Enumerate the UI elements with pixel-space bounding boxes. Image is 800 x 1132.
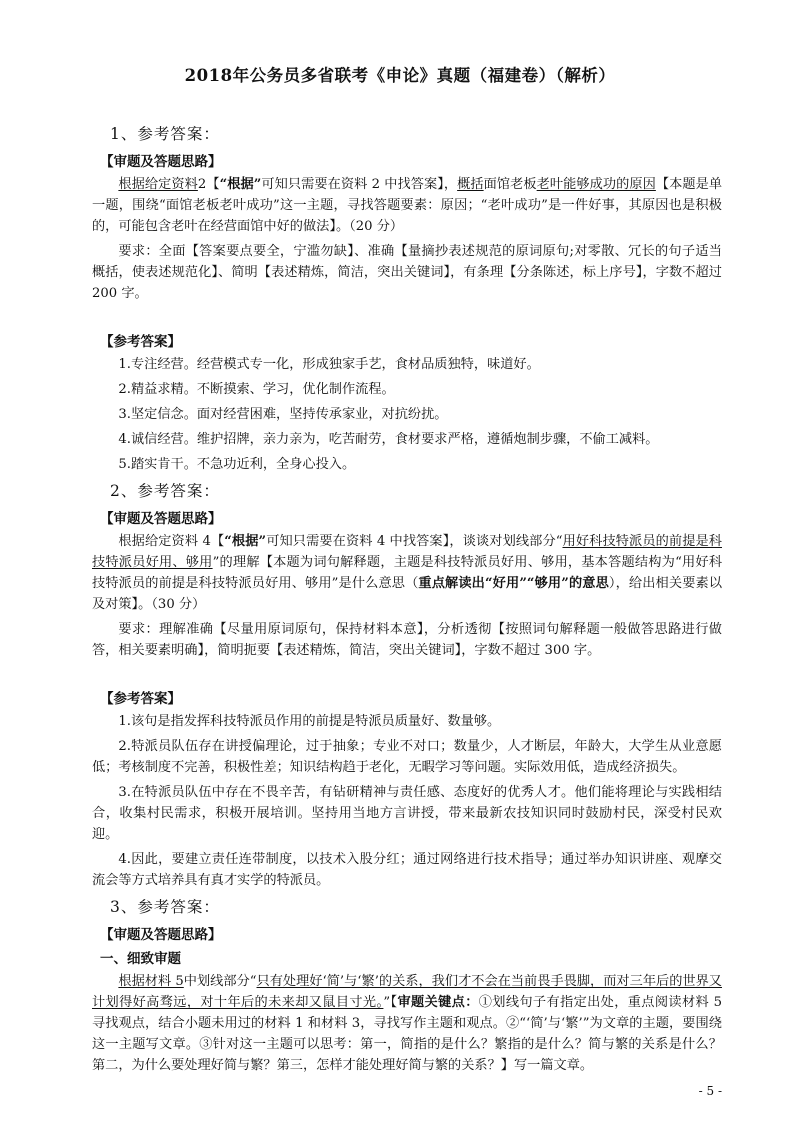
q2-requirements: 要求：理解准确【尽量用原词原句，保持材料本意】，分析透彻【按照词句解释题一般做答思路进行做答，相关要素明确】，简明扼要【表述精炼，简洁，突出关键词】，字数不超过 300 字。 [92,622,722,658]
q1-idea-heading: 【审题及答题思路】 [100,154,222,170]
q2-text-g: ），给出相关要素以及对策】。（30 分） [92,576,723,612]
q1-bold-genju: “根据” [219,177,262,192]
q2-underline-quote: 用好科技特派员的前提是科技特派员好用、够用 [92,534,722,570]
q3-underline-quote: 只有处理好‘简’与‘繁’的关系，我们才不会在当前畏手畏脚，而对三年后的世界又计划得好高骛远，对十年后的未来却又鼠目寸光。 [92,974,722,1010]
q1-requirements: 要求：全面【答案要点要全，宁滥勿缺】、准确【量摘抄表述规范的原词原句;对零散、冗长的句子适当概括，使表述规范化】、简明【表述精炼，简洁，突出关键词】，有条理【分条陈述，标上序号】，字数不超过 200 字。 [92,244,722,301]
q3-text-d: ”【 [383,995,398,1010]
q2-text-c: 可知只需要在资料 4 中找答案】，谈谈对划线部分“ [266,534,563,549]
q2-text-a: 根据给定资料 4【 [118,534,225,549]
q1-answer-item: 4.诚信经营。维护招牌，亲力亲为，吃苦耐劳，食材要求严格，遵循炮制步骤，不偷工减料。 [118,432,659,447]
q2-bold-key: 重点解读出“好用”“够用”的意思 [418,576,609,591]
document-body [92,122,722,1080]
q2-answer-heading: 【参考答案】 [100,691,181,707]
q1-text-h: 【本题是单一题，围绕“面馆老板老叶成功”这一主题，寻找答题要素：原因；“老叶成功”是一件好事，其原因也是积极的，可能包含老叶在经营面馆中好的做法】。（20 分） [92,177,723,234]
q2-answer-item: 2.特派员队伍存在讲授偏理论，过于抽象；专业不对口；数量少，人才断层，年龄大，大学生从业意愿低；考核制度不完善，积极性差；知识结构趋于老化，无暇学习等问题。实际效用低，造成经济损失。 [92,739,722,775]
q1-answer-item: 5.踏实肯干。不急功近利，全身心投入。 [118,457,356,472]
q2-answer-item: 4.因此，要建立责任连带制度，以技术入股分红；通过网络进行技术指导；通过举办知识讲座、观摩交流会等方式培养具有真才实学的特派员。 [92,852,722,888]
q2-heading: 2、参考答案： [110,482,220,500]
q2-bold-genju: “根据” [224,534,267,549]
q3-text-f: ①划线句子有指定出处，重点阅读材料 5 寻找观点，结合小题未用过的材料 1 和材料 3，寻找写作主题和观点。②“‘简’与‘繁’”为文章的主题，要围绕这一主题写文章。③针对这一主题可以思考：第一，简指的是什么？繁指的是什么？简与繁的关系是什么？第二，为什么要处理好简与繁？第三，怎样才能处理好简与繁的关系？】写一篇文章。 [92,995,722,1073]
q1-text-f: 面馆老板 [483,177,537,192]
q3-bold-key: 审题关键点： [397,995,479,1010]
q1-text-b: 2【 [197,177,220,192]
q3-heading: 3、参考答案： [110,898,220,916]
q1-answer-item: 1.专注经营。经营模式专一化，形成独家手艺，食材品质独特，味道好。 [118,357,540,372]
q1-answer-item: 2.精益求精。不断摸索、学习，优化制作流程。 [118,382,395,397]
page-number: - 5 - [698,1084,722,1098]
q1-idea-paragraph [92,174,722,237]
q2-answer-item: 3.在特派员队伍中存在不畏辛苦，有钻研精神与责任感、态度好的优秀人才。他们能将理论与实践相结合，收集村民需求，积极开展培训。坚持用当地方言讲授，带来最新农技知识同时鼓励村民，深受村民欢迎。 [92,785,722,842]
q3-idea-paragraph [92,971,722,1076]
page-title: 2018年公务员多省联考《申论》真题（福建卷）（解析） [184,66,616,85]
q1-answer-item: 3.坚定信念。面对经营困难，坚持传承家业，对抗纷扰。 [118,407,448,422]
q2-idea-paragraph [92,531,722,615]
q1-text-d: 可知只需要在资料 2 中找答案】， [261,177,458,192]
q3-section-heading: 一、细致审题 [100,951,181,967]
q1-underline-source: 根据给定资料 [118,177,198,192]
q1-answer-heading: 【参考答案】 [100,334,181,350]
q3-text-b: 中划线部分“ [183,974,257,989]
q2-answer-item: 1.该句是指发挥科技特派员作用的前提是特派员质量好、数量够。 [118,714,501,729]
q2-idea-heading: 【审题及答题思路】 [100,511,222,527]
q3-underline-source: 根据材料 5 [118,974,184,989]
q1-underline-reason: 老叶能够成功的原因 [536,177,656,192]
q1-heading: 1、参考答案： [110,125,220,143]
q3-idea-heading: 【审题及答题思路】 [100,927,222,943]
q1-underline-gaikuo: 概括 [457,177,484,192]
q2-text-e: ”的理解【本题为词句解释题，主题是科技特派员好用、够用，基本答题结构为“用好科技特派员的前提是科技特派员好用、够用”是什么意思（ [92,555,723,591]
